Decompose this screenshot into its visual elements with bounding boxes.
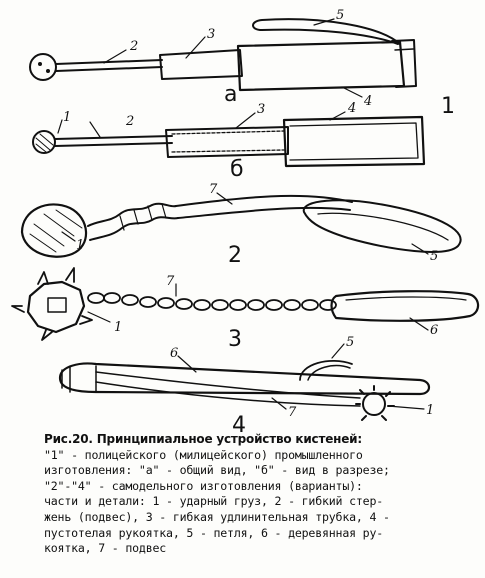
caption-line-3: "2"-"4" - самодельного изготовления (варианты): (44, 478, 363, 493)
variant-3-drawing (12, 268, 478, 340)
label-1a-part-4: 4 (364, 94, 373, 109)
label-1b-part-3: 3 (257, 102, 266, 117)
label-1b-part-1: 1 (63, 110, 72, 125)
label-1a-part-5: 5 (336, 8, 345, 23)
label-2-part-7: 7 (209, 182, 218, 197)
caption-line-7: коятка, 7 - подвес (44, 541, 167, 556)
label-2-part-5: 5 (430, 249, 439, 264)
caption-line-5: жень (подвес), 3 - гибкая удлинительная трубка, 4 - (44, 509, 390, 524)
label-variant-1a: а (224, 82, 238, 107)
variant-1a-drawing (30, 19, 416, 97)
variant-1b-drawing (33, 112, 424, 166)
label-2-part-1: 1 (76, 238, 85, 253)
variant-4-drawing (60, 344, 429, 420)
label-4-part-6: 6 (170, 346, 179, 361)
caption-line-4: части и детали: 1 - ударный груз, 2 - гибкий стер- (44, 494, 384, 509)
label-variant-1: 1 (441, 94, 455, 119)
caption-title: Рис.20. Принципиальное устройство кистеней: (44, 432, 362, 446)
label-4-part-1: 1 (426, 403, 435, 418)
label-4-part-5: 5 (346, 335, 355, 350)
label-1b-part-2: 2 (126, 114, 135, 129)
caption-line-6: пустотелая рукоятка, 5 - петля, 6 - деревянная ру- (44, 525, 384, 540)
label-variant-4: 4 (232, 413, 246, 432)
caption-line-2: изготовления: "а" - общий вид, "б" - вид в разрезе; (44, 463, 390, 478)
label-3-part-6: 6 (430, 323, 439, 338)
label-variant-1b: б (230, 157, 244, 182)
label-3-part-1: 1 (114, 320, 123, 335)
label-1a-part-3: 3 (207, 27, 216, 42)
label-4-part-7: 7 (288, 405, 297, 420)
label-1b-part-4: 4 (348, 101, 357, 116)
label-3-part-7: 7 (166, 274, 175, 289)
label-variant-3: 3 (228, 327, 242, 352)
caption-line-1: "1" - полицейского (милицейского) промышленного (44, 447, 363, 462)
chain-links (88, 293, 336, 310)
label-1a-part-2: 2 (130, 39, 139, 54)
label-variant-2: 2 (228, 243, 242, 268)
figure-caption (44, 432, 480, 557)
